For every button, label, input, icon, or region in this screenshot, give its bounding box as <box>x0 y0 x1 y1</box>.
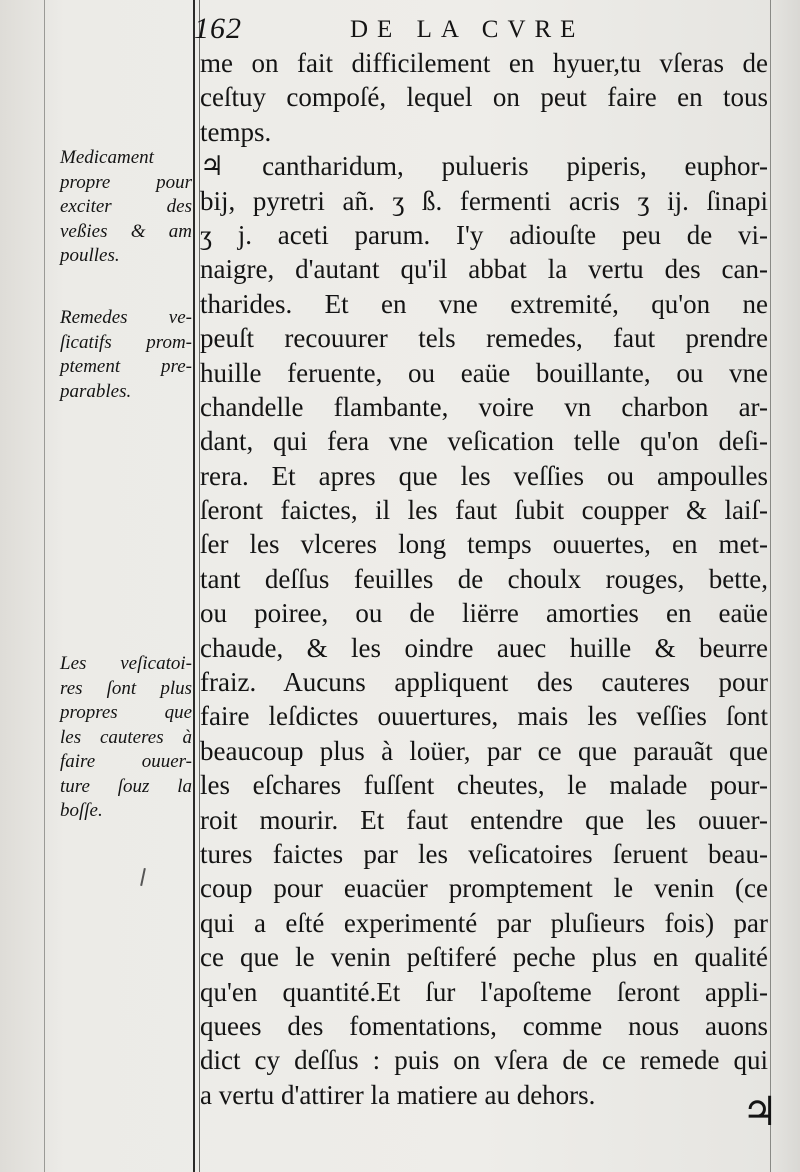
text-line: les eſchares fuſſent cheutes, le malade pour- <box>200 770 768 801</box>
text-line: ſeront faictes, il les faut ſubit coupper & laiſ- <box>200 495 768 526</box>
margin-note-line: res ſont plus <box>60 677 192 699</box>
text-line: me on fait difficilement en hyuer,tu vſeras de <box>200 48 768 78</box>
text-line: ce que le venin peſtiferé peche plus en qualité <box>200 942 768 973</box>
margin-note-line: Les veſicatoi- <box>60 653 192 674</box>
margin-note-line: propre pour <box>60 171 192 193</box>
text-line: ou poiree, ou de liërre amorties en eaüe <box>200 598 768 629</box>
main-text-block <box>200 46 768 1112</box>
margin-note-line: Remedes ve- <box>60 307 192 328</box>
margin-rule-right <box>770 0 771 1172</box>
margin-note-line: exciter des <box>60 196 192 217</box>
text-line: dant, qui fera vne veſication telle qu'on deſi- <box>200 426 768 457</box>
text-line: rera. Et apres que les veſſies ou ampoulles <box>200 460 768 491</box>
text-line: tant deſſus feuilles de choulx rouges, bette, <box>200 563 768 594</box>
text-line: faire leſdictes ouuertures, mais les veſſies ſont <box>200 701 768 732</box>
text-line: ceſtuy compoſé, lequel on peut faire en tous <box>200 82 768 113</box>
text-line: huille feruente, ou eaüe bouillante, ou vne <box>200 357 768 388</box>
margin-note-line: ptement pre- <box>60 356 192 377</box>
margin-note-remedes <box>60 306 192 404</box>
running-title: DE LA CVRE <box>350 16 585 43</box>
text-line: ♃ cantharidum, pulueris piperis, euphor- <box>200 151 768 182</box>
page-header <box>190 10 770 50</box>
margin-note-line: Medicament <box>60 147 154 168</box>
text-line: quees des fomentations, comme nous auons <box>200 1010 768 1041</box>
text-line: chaude, & les oindre auec huille & beurre <box>200 632 768 663</box>
page-number: 162 <box>194 12 242 45</box>
margin-note-line: propres que <box>60 702 192 723</box>
text-line: tharides. Et en vne extremité, qu'on ne <box>200 288 768 319</box>
text-line: temps. <box>200 116 272 147</box>
text-line: ʒ j. aceti parum. I'y adiouſte peu de vi- <box>200 219 768 250</box>
margin-note-line: faire ouuer- <box>60 751 192 772</box>
text-line: beaucoup plus à loüer, par ce que parauãt que <box>200 735 768 766</box>
text-line: peuſt recouurer tels remedes, faut prendre <box>200 323 768 354</box>
text-line: qu'en quantité.Et ſur l'apoſteme ſeront appli- <box>200 976 768 1007</box>
ink-mark <box>140 868 146 886</box>
margin-note-line: poulles. <box>60 245 120 266</box>
text-line: fraiz. Aucuns appliquent des cauteres pour <box>200 667 768 698</box>
catchword: ♃ <box>742 1089 778 1134</box>
text-line: chandelle flambante, voire vn charbon ar- <box>200 391 768 422</box>
text-line: naigre, d'autant qu'il abbat la vertu des can- <box>200 254 768 285</box>
text-line: qui a eſté experimenté par pluſieurs fois) par <box>200 907 768 938</box>
text-line: roit mourir. Et faut entendre que les ouuer- <box>200 804 768 835</box>
margin-note-line: parables. <box>60 380 132 402</box>
margin-rule-left <box>44 0 45 1172</box>
text-line: dict cy deſſus : puis on vſera de ce remede qui <box>200 1045 768 1076</box>
margin-note-line: boſſe. <box>60 800 103 821</box>
margin-note-vesicatoires <box>60 652 192 824</box>
margin-note-line: ture ſouz la <box>60 775 192 797</box>
text-line: coup pour euacüer promptement le venin (ce <box>200 873 768 904</box>
text-line: bij, pyretri añ. ʒ ß. fermenti acris ʒ ij. ſinapi <box>200 185 768 216</box>
margin-note-line: les cauteres à <box>60 726 192 748</box>
text-line: a vertu d'attirer la matiere au dehors. <box>200 1079 596 1110</box>
margin-note-line: veßies & am <box>60 220 192 242</box>
margin-note-line: ſicatifs prom- <box>60 331 192 353</box>
text-line: tures faictes par les veſicatoires ſeruent beau- <box>200 838 768 869</box>
column-rule <box>193 0 195 1172</box>
text-line: ſer les vlceres long temps ouuertes, en met- <box>200 529 768 560</box>
margin-note-medicament <box>60 146 192 269</box>
